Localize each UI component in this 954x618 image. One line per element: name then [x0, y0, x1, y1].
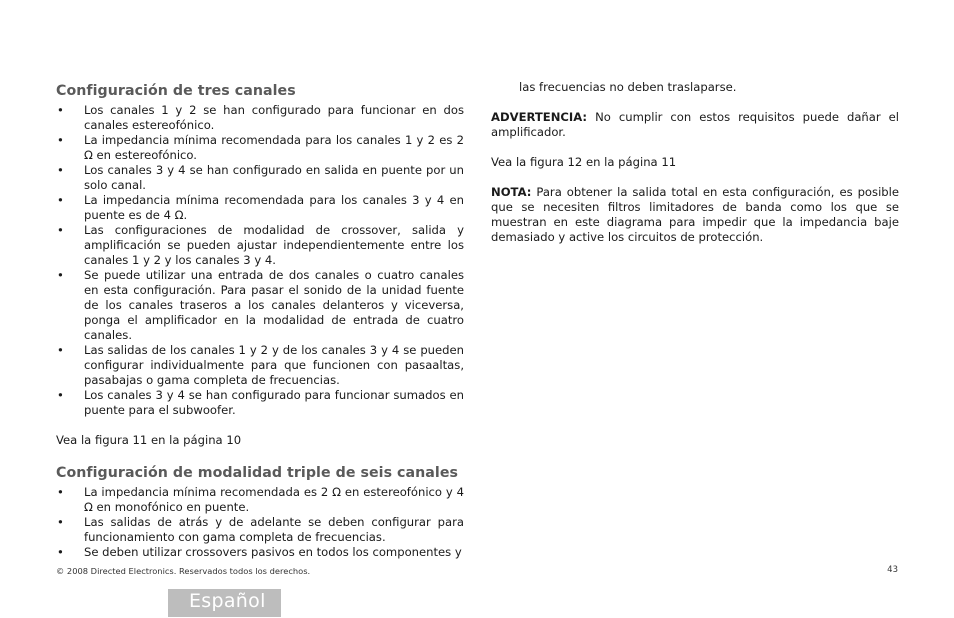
- bullet-icon: •: [57, 193, 64, 207]
- bullet-icon: •: [57, 223, 64, 237]
- language-tab-label: Español: [189, 590, 266, 612]
- bullet-continuation: las frecuencias no deben traslaparse.: [519, 80, 737, 94]
- bullet-list-six-channel: [56, 485, 464, 560]
- right-column: [491, 80, 899, 245]
- bullet-icon: •: [57, 133, 64, 147]
- figure-reference: Vea la figura 12 en la página 11: [491, 155, 677, 169]
- page-number: 43: [887, 565, 898, 575]
- list-item: • Los canales 1 y 2 se han configurado para funcionar en dos canales estereofónico.: [57, 103, 464, 132]
- warning-paragraph: [491, 110, 899, 140]
- section-title-three-channel: Configuración de tres canales: [56, 83, 296, 99]
- left-column: [56, 82, 464, 560]
- language-tab: [168, 589, 281, 617]
- bullet-icon: •: [57, 485, 64, 499]
- list-item: • Los canales 3 y 4 se han configurado en salida en puente por un solo canal.: [57, 163, 464, 192]
- figure-reference: Vea la figura 11 en la página 10: [56, 433, 242, 447]
- bullet-icon: •: [57, 515, 64, 529]
- note-paragraph: [491, 185, 899, 245]
- bullet-list-three-channel: [56, 103, 464, 418]
- bullet-icon: •: [57, 268, 64, 282]
- bullet-icon: •: [57, 388, 64, 402]
- bullet-icon: •: [57, 163, 64, 177]
- copyright-notice: © 2008 Directed Electronics. Reservados todos los derechos.: [56, 566, 311, 576]
- list-item: • Las salidas de los canales 1 y 2 y de los canales 3 y 4 se pueden configurar individualmente para que funcionen con pasaaltas, pasabajas o gama completa de frecuencias.: [57, 343, 464, 387]
- list-item: • Los canales 3 y 4 se han configurado para funcionar sumados en puente para el subwoofer.: [57, 388, 464, 417]
- list-item: • La impedancia mínima recomendada para los canales 3 y 4 en puente es de 4 Ω.: [57, 193, 464, 222]
- list-item: • Las configuraciones de modalidad de crossover, salida y amplificación se pueden ajustar independientemente entre los canales 1 y 2 y los canales 3 y 4.: [57, 223, 464, 267]
- list-item: • La impedancia mínima recomendada es 2 Ω en estereofónico y 4 Ω en monofónico en puente.: [57, 485, 464, 514]
- warning-label: ADVERTENCIA:: [491, 110, 588, 124]
- note-label: NOTA:: [491, 185, 532, 199]
- bullet-icon: •: [57, 545, 64, 559]
- note-text: Para obtener la salida total en esta configuración, es posible que se necesiten filtros limitadores de banda como los que se muestran en este diagrama para impedir que la impedancia baje demasiado y active los circuitos de protección.: [491, 185, 899, 244]
- list-item: • Las salidas de atrás y de adelante se deben configurar para funcionamiento con gama completa de frecuencias.: [57, 515, 464, 544]
- bullet-icon: •: [57, 343, 64, 357]
- warning-text: No cumplir con estos requisitos puede dañar el amplificador.: [491, 110, 899, 139]
- list-item: • Se puede utilizar una entrada de dos canales o cuatro canales en esta configuración. Para pasar el sonido de la unidad fuente de los canales traseros a los canales delanteros y viceversa, ponga el amplificador en la modalidad de entrada de cuatro canales.: [57, 268, 464, 342]
- list-item: • Se deben utilizar crossovers pasivos en todos los componentes y: [57, 545, 462, 559]
- bullet-icon: •: [57, 103, 64, 117]
- section-title-six-channel: Configuración de modalidad triple de seis canales: [56, 465, 458, 481]
- list-item: • La impedancia mínima recomendada para los canales 1 y 2 es 2 Ω en estereofónico.: [57, 133, 464, 162]
